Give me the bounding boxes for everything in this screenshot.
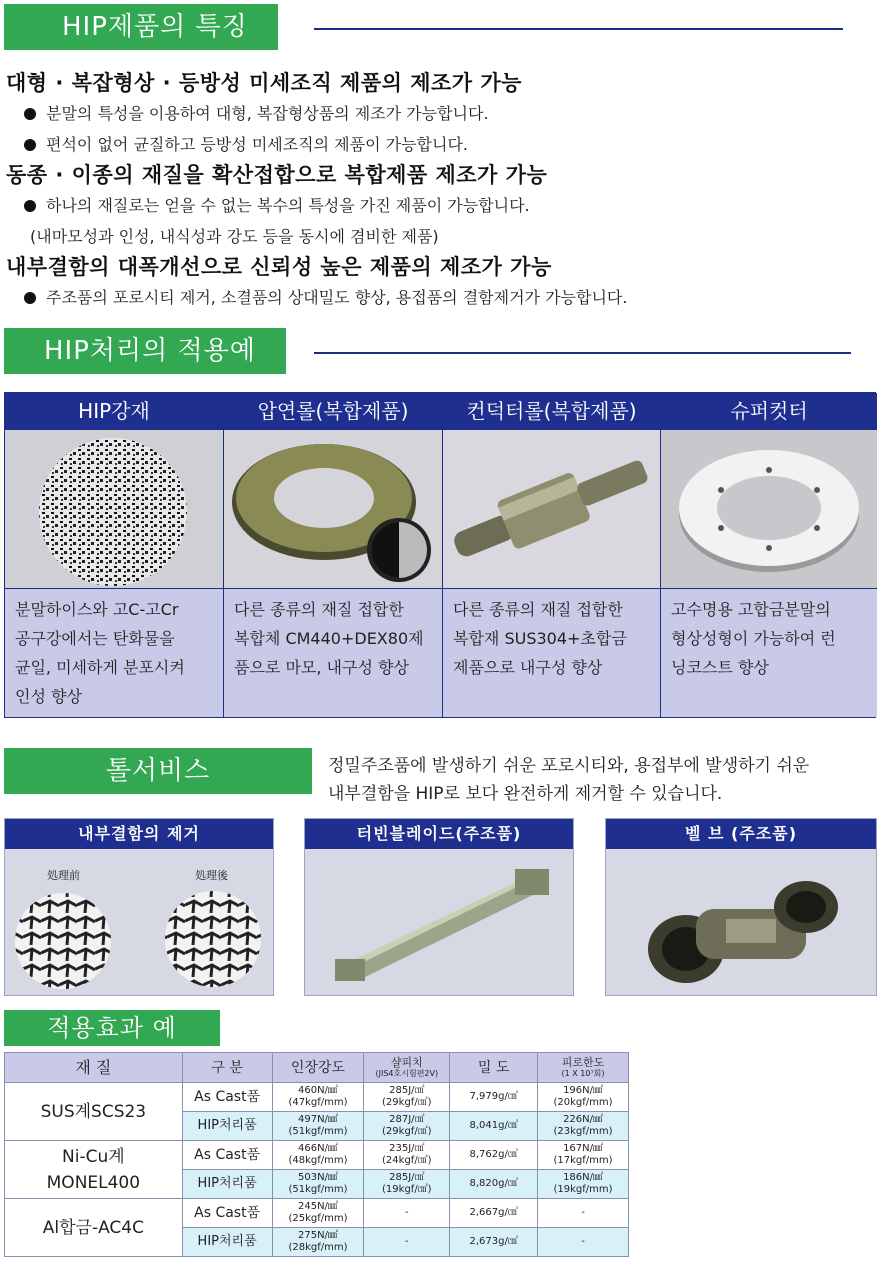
applications-section-header xyxy=(4,328,286,374)
powder-steel-micrograph-image xyxy=(5,429,223,589)
header-fatigue: 피로한도 (1 X 10⁷회) xyxy=(538,1053,629,1083)
feature-item: 주조품의 포로시티 제거, 소결품의 상대밀도 향상, 용접품의 결함제거가 가능합니다. xyxy=(24,285,627,308)
header-charpy: 샬피치 (JIS4호시험편2V) xyxy=(364,1053,450,1083)
defect-micrograph-image xyxy=(5,849,273,995)
turbine-blade-image xyxy=(305,849,573,995)
after-label: 処理後 xyxy=(195,869,228,882)
effects-title: 적용효과 예 xyxy=(4,1010,220,1046)
disc-icon xyxy=(661,430,877,589)
header-kind: 구 분 xyxy=(182,1053,272,1083)
feature-item: 하나의 재질로는 얻을 수 없는 복수의 특성을 가진 제품이 가능합니다. xyxy=(24,193,530,216)
table-row: Ni-Cu계 MONEL400 As Cast품 466N/㎟ (48kgf/mm) 235J/㎠ (24kgf/㎠) 8,762g/㎤ 167N/㎟ (17kgf/mm) xyxy=(5,1141,629,1170)
blade-icon xyxy=(305,849,573,995)
application-name: 컨덕터롤(복합제품) xyxy=(443,393,660,429)
effects-table xyxy=(4,1052,629,1257)
bullet-icon xyxy=(24,292,36,304)
features-title: HIP제품의 특징 xyxy=(4,4,278,50)
material-cell: Al합금-AC4C xyxy=(5,1199,183,1257)
bullet-icon xyxy=(24,200,36,212)
before-label: 処理前 xyxy=(47,869,80,882)
header-tensile: 인장강도 xyxy=(272,1053,364,1083)
section-divider xyxy=(314,28,843,30)
gallery-title: 터빈블레이드(주조품) xyxy=(305,819,573,849)
gallery-valve xyxy=(605,818,877,996)
application-column xyxy=(443,393,661,717)
application-name: 압연롤(복합제품) xyxy=(224,393,442,429)
header-material: 재 질 xyxy=(5,1053,183,1083)
table-row: HIP처리품 503N/㎟ (51kgf/mm) 285J/㎠ (19kgf/㎠) 8,820g/㎤ 186N/㎟ (19kgf/mm) xyxy=(5,1170,629,1199)
toll-title: 톨서비스 xyxy=(4,748,312,794)
table-row: HIP처리품 497N/㎟ (51kgf/mm) 287J/㎠ (29kgf/㎠) 8,041g/㎤ 226N/㎟ (23kgf/mm) xyxy=(5,1112,629,1141)
feature-heading-2: 동종 · 이종의 재질을 확산접합으로 복합제품 제조가 가능 xyxy=(6,163,548,187)
applications-title: HIP처리의 적용예 xyxy=(4,328,286,374)
table-row: Al합금-AC4C As Cast품 245N/㎟ (25kgf/mm) - 2,667g/㎤ - xyxy=(5,1199,629,1228)
ring-icon xyxy=(224,430,442,589)
application-description: 고수명용 고합금분말의 형상성형이 가능하여 런 닝코스트 향상 xyxy=(661,589,877,717)
bullet-icon xyxy=(24,108,36,120)
material-cell: SUS계SCS23 xyxy=(5,1083,183,1141)
application-name: HIP강재 xyxy=(5,393,223,429)
application-description: 다른 종류의 재질 접합한 복합재 SUS304+초합금 제품으로 내구성 향상 xyxy=(443,589,660,717)
valve-icon xyxy=(606,849,876,995)
application-column xyxy=(5,393,224,717)
features-section-header xyxy=(4,4,278,50)
shaft-icon xyxy=(443,430,660,589)
rolling-ring-image xyxy=(224,429,442,589)
feature-note: (내마모성과 인성, 내식성과 강도 등을 동시에 겸비한 제품) xyxy=(30,227,439,246)
table-row: HIP처리품 275N/㎟ (28kgf/mm) - 2,673g/㎤ - xyxy=(5,1228,629,1257)
gallery-title: 내부결함의 제거 xyxy=(5,819,273,849)
valve-image xyxy=(606,849,876,995)
super-cutter-image xyxy=(661,429,877,589)
application-description: 분말하이스와 고C-고Cr 공구강에서는 탄화물을 균일, 미세하게 분포시켜 인성 향상 xyxy=(5,589,223,717)
application-column xyxy=(224,393,443,717)
feature-heading-1: 대형 · 복잡형상 · 등방성 미세조직 제품의 제조가 가능 xyxy=(6,71,522,95)
application-column xyxy=(661,393,877,717)
gallery-turbine-blade xyxy=(304,818,574,996)
applications-table xyxy=(4,392,876,718)
feature-item: 분말의 특성을 이용하여 대형, 복잡형상품의 제조가 가능합니다. xyxy=(24,101,489,124)
bullet-icon xyxy=(24,139,36,151)
application-description: 다른 종류의 재질 접합한 복합체 CM440+DEX80제 품으로 마모, 내구성 향상 xyxy=(224,589,442,717)
table-row: SUS계SCS23 As Cast품 460N/㎟ (47kgf/mm) 285J/㎠ (29kgf/㎠) 7,979g/㎤ 196N/㎟ (20kgf/mm) xyxy=(5,1083,629,1112)
section-divider xyxy=(314,352,851,354)
feature-item: 편석이 없어 균질하고 등방성 미세조직의 제품이 가능합니다. xyxy=(24,132,468,155)
toll-section-header xyxy=(4,748,312,794)
feature-heading-3: 내부결함의 대폭개선으로 신뢰성 높은 제품의 제조가 가능 xyxy=(6,255,552,279)
material-cell: Ni-Cu계 MONEL400 xyxy=(5,1141,183,1199)
gallery-defect-removal xyxy=(4,818,274,996)
toll-description: 정밀주조품에 발생하기 쉬운 포로시티와, 용접부에 발생하기 쉬운 내부결함을 HIP로 보다 완전하게 제거할 수 있습니다. xyxy=(328,756,810,804)
micrograph-icon xyxy=(5,849,273,995)
micrograph-icon xyxy=(5,430,223,589)
gallery-title: 벨 브 (주조품) xyxy=(606,819,876,849)
conductor-roll-image xyxy=(443,429,660,589)
effects-section-header xyxy=(4,1010,220,1046)
header-density: 밀 도 xyxy=(450,1053,538,1083)
application-name: 슈퍼컷터 xyxy=(661,393,877,429)
